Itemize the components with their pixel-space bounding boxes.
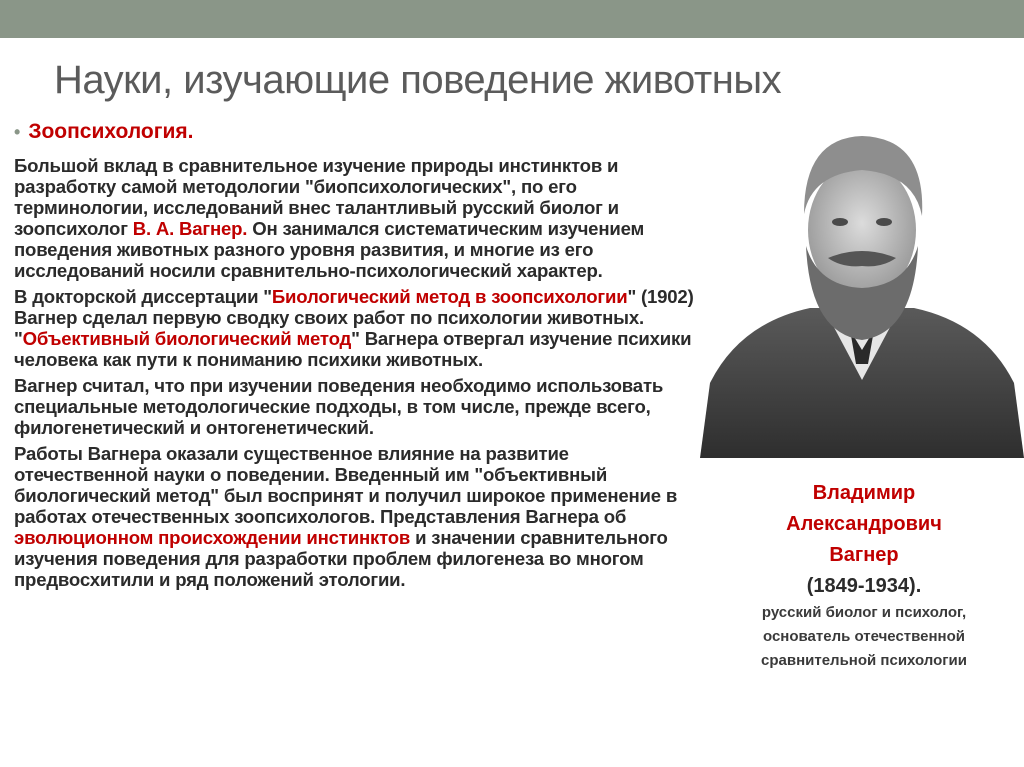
caption-name-line-1: Владимир — [812, 482, 916, 504]
portrait-caption — [706, 478, 1022, 673]
caption-desc-line-1: русский биолог и психолог, — [761, 604, 967, 621]
paragraph-1-text-b: Он занимался систематическим изучением поведения животных разного уровня развития, и многие из его исследований носили сравнительно-психологический характер. — [14, 218, 645, 281]
caption-desc-line-2: основатель отечественной — [762, 628, 966, 645]
caption-years: (1849-1934). — [806, 575, 922, 597]
paragraph-2-highlight-2: Объективный биологический метод — [22, 328, 352, 349]
caption-name-line-2: Александрович — [786, 513, 942, 535]
paragraph-2-text-a: В докторской диссертации " — [14, 286, 272, 307]
caption-desc-line-3: сравнительной психологии — [761, 652, 967, 669]
paragraph-4 — [14, 443, 704, 590]
paragraph-3 — [14, 375, 704, 438]
body-text — [14, 155, 704, 595]
paragraph-4-text-b: и значении сравнительного изучения поведения для разработки проблем филогенеза во многом предвосхитили и ряд положений этологии. — [14, 527, 668, 590]
paragraph-1-name: В. А. Вагнер. — [132, 218, 248, 239]
paragraph-4-text-a: Работы Вагнера оказали существенное влияние на развитие отечественной науки о поведении. Введенный им "объективный биологический метод" был воспринят и получил широкое применение в работах отечественных зоопсихологов. Представления Вагнера об — [14, 443, 678, 527]
slide-title: Науки, изучающие поведение животных — [54, 58, 782, 102]
top-color-band — [0, 0, 1024, 38]
paragraph-2-highlight-1: Биологический метод в зоопсихологии — [271, 286, 628, 307]
paragraph-2 — [14, 286, 704, 370]
paragraph-2-text-c: " Вагнера отвергал изучение психики человека как пути к пониманию психики животных. — [14, 328, 692, 370]
portrait-image — [700, 118, 1024, 458]
caption-name-line-3: Вагнер — [829, 544, 899, 566]
paragraph-1-text-a: Большой вклад в сравнительное изучение природы инстинктов и разработку самой методологии "биопсихологических", по его терминологии, исследований внес талантливый русский биолог и зоопсихолог — [14, 155, 619, 239]
bullet-heading-text: Зоопсихология. — [28, 120, 194, 143]
bullet-dot-icon: • — [14, 122, 21, 142]
bullet-heading — [14, 120, 194, 144]
paragraph-1 — [14, 155, 704, 281]
paragraph-3-text: Вагнер считал, что при изучении поведения необходимо использовать специальные методологические подходы, в том числе, прежде всего, филогенетический и онтогенетический. — [14, 375, 664, 438]
paragraph-2-text-b: " (1902) Вагнер сделал первую сводку своих работ по психологии животных. " — [14, 286, 694, 349]
paragraph-4-highlight: эволюционном происхождении инстинктов — [14, 527, 411, 548]
